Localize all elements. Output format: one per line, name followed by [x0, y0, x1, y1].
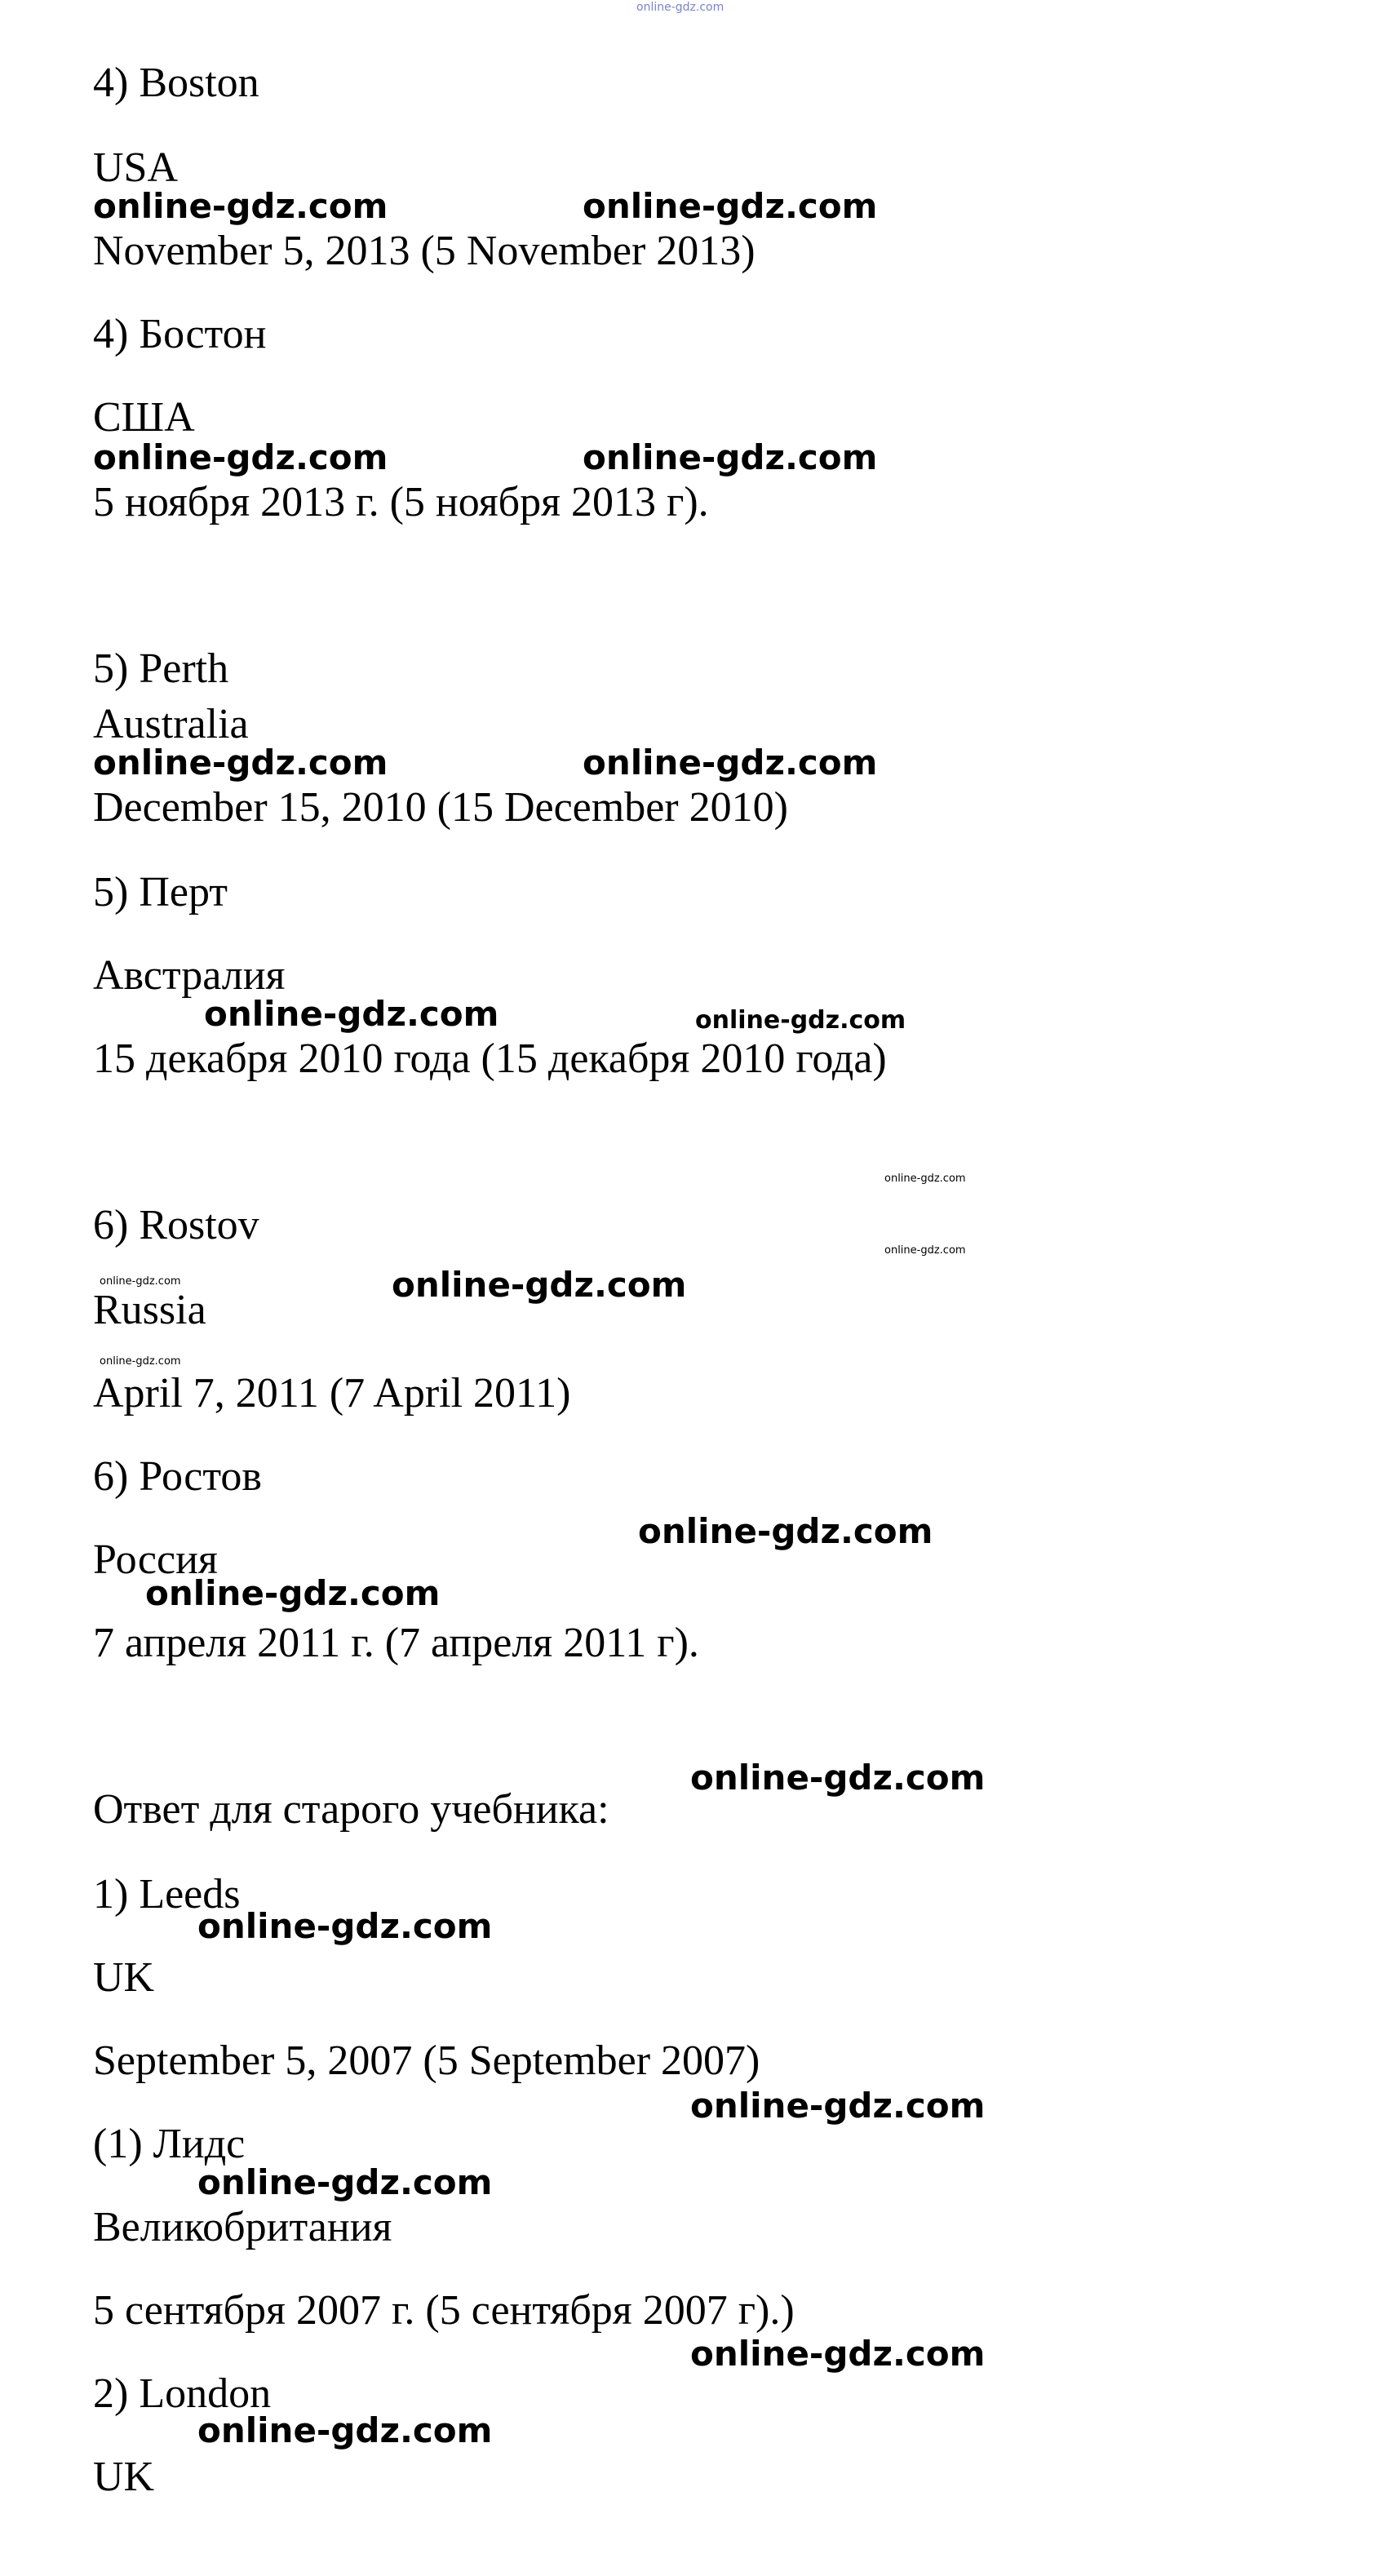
text-line: 6) Rostov: [93, 1202, 259, 1248]
watermark: online-gdz.com: [690, 1758, 986, 1798]
watermark: online-gdz.com: [392, 1265, 687, 1305]
watermark: online-gdz.com: [145, 1573, 441, 1613]
text-line: December 15, 2010 (15 December 2010): [93, 784, 788, 831]
text-line: Австралия: [93, 952, 286, 999]
text-line: (1) Лидс: [93, 2121, 246, 2167]
text-line: США: [93, 394, 195, 441]
text-line: 4) Boston: [93, 60, 259, 106]
text-line: 5 сентября 2007 г. (5 сентября 2007 г).): [93, 2287, 795, 2334]
text-line: 5) Перт: [93, 869, 228, 916]
watermark: online-gdz.com: [583, 437, 878, 477]
watermark: online-gdz.com: [695, 1006, 906, 1035]
watermark: online-gdz.com: [583, 186, 878, 226]
watermark: online-gdz.com: [100, 1275, 181, 1288]
text-line: 5 ноября 2013 г. (5 ноября 2013 г).: [93, 479, 709, 525]
watermark: online-gdz.com: [197, 2162, 493, 2202]
text-line: USA: [93, 144, 179, 191]
text-line: Russia: [93, 1287, 206, 1333]
text-line: 15 декабря 2010 года (15 декабря 2010 года): [93, 1035, 887, 1082]
text-line: Великобритания: [93, 2204, 392, 2250]
text-line: 7 апреля 2011 г. (7 апреля 2011 г).: [93, 1620, 699, 1666]
text-line: April 7, 2011 (7 April 2011): [93, 1370, 571, 1417]
watermark: online-gdz.com: [884, 1173, 966, 1185]
watermark: online-gdz.com: [638, 1511, 933, 1551]
text-line: 6) Ростов: [93, 1453, 262, 1500]
text-line: 5) Perth: [93, 645, 229, 692]
watermark: online-gdz.com: [690, 2086, 986, 2126]
watermark: online-gdz.com: [93, 186, 388, 226]
watermark: online-gdz.com: [93, 437, 388, 477]
text-line: Россия: [93, 1536, 218, 1583]
text-line: September 5, 2007 (5 September 2007): [93, 2037, 760, 2084]
text-line: 1) Leeds: [93, 1871, 241, 1918]
watermark: online-gdz.com: [100, 1355, 181, 1368]
watermark: online-gdz.com: [884, 1244, 966, 1257]
text-line: 4) Бостон: [93, 311, 267, 357]
watermark: online-gdz.com: [690, 2334, 986, 2374]
text-line: Australia: [93, 701, 249, 747]
text-line: November 5, 2013 (5 November 2013): [93, 228, 756, 274]
text-line: UK: [93, 2454, 155, 2500]
watermark: online-gdz.com: [93, 743, 388, 783]
watermark: online-gdz.com: [197, 2410, 493, 2450]
watermark: online-gdz.com: [204, 994, 499, 1034]
watermark: online-gdz.com: [197, 1906, 493, 1946]
watermark: online-gdz.com: [583, 743, 878, 783]
top-watermark: online-gdz.com: [636, 1, 725, 14]
text-line: 2) London: [93, 2370, 272, 2417]
text-line: Ответ для старого учебника:: [93, 1786, 609, 1833]
text-line: UK: [93, 1954, 155, 2001]
